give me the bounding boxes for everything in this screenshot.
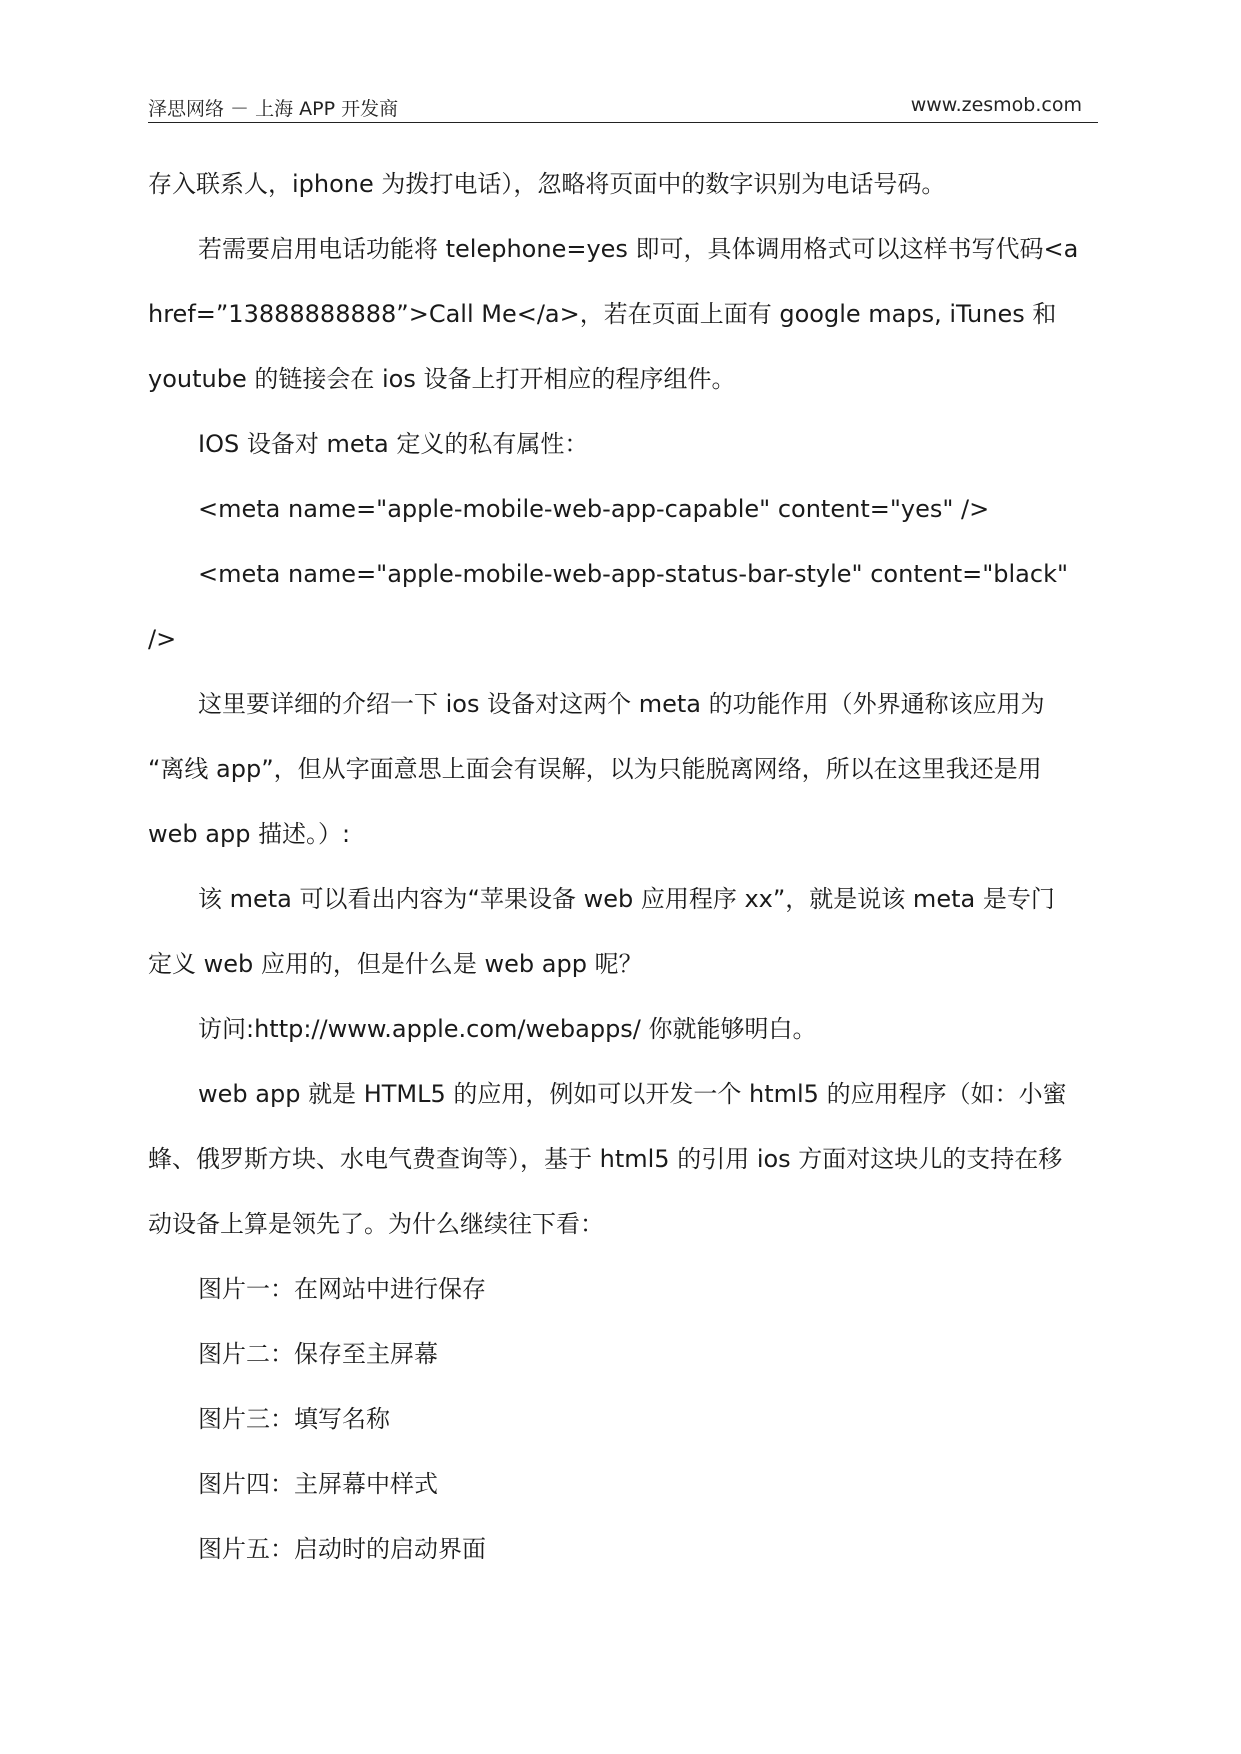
header-website: www.zesmob.com: [910, 94, 1082, 116]
figure-caption: 图片三：填写名称: [198, 1405, 390, 1433]
text-line: youtube 的链接会在 ios 设备上打开相应的程序组件。: [148, 365, 736, 393]
text-line: 该 meta 可以看出内容为“苹果设备 web 应用程序 xx”，就是说该 meta 是专门: [198, 885, 1055, 913]
figure-caption: 图片五：启动时的启动界面: [198, 1535, 486, 1563]
text-line: 若需要启用电话功能将 telephone=yes 即可，具体调用格式可以这样书写代码<a: [198, 235, 1079, 263]
text-line: IOS 设备对 meta 定义的私有属性：: [198, 430, 589, 458]
text-line: 这里要详细的介绍一下 ios 设备对这两个 meta 的功能作用（外界通称该应用为: [198, 690, 1045, 718]
figure-caption: 图片四：主屏幕中样式: [198, 1470, 438, 1498]
text-line: “离线 app”，但从字面意思上面会有误解，以为只能脱离网络，所以在这里我还是用: [148, 755, 1042, 783]
code-line: />: [148, 625, 177, 653]
body-text: [148, 152, 1098, 1582]
text-line: href=”13888888888”>Call Me</a>，若在页面上面有 google maps, iTunes 和: [148, 300, 1057, 328]
text-line: 访问:http://www.apple.com/webapps/ 你就能够明白。: [198, 1015, 817, 1043]
text-line: web app 描述。）:: [148, 820, 351, 848]
text-line: 存入联系人，iphone 为拨打电话），忽略将页面中的数字识别为电话号码。: [148, 170, 946, 198]
figure-caption: 图片一：在网站中进行保存: [198, 1275, 486, 1303]
header-company: 泽思网络 － 上海 APP 开发商: [148, 98, 399, 120]
figure-caption: 图片二：保存至主屏幕: [198, 1340, 438, 1368]
text-line: 定义 web 应用的，但是什么是 web app 呢？: [148, 950, 643, 978]
text-line: 蜂、俄罗斯方块、水电气费查询等），基于 html5 的引用 ios 方面对这块儿的支持在移: [148, 1145, 1063, 1173]
page-header: [148, 92, 1098, 123]
code-line: <meta name="apple-mobile-web-app-status-bar-style" content="black": [198, 560, 1068, 588]
code-line: <meta name="apple-mobile-web-app-capable" content="yes" />: [198, 495, 990, 523]
text-line: 动设备上算是领先了。为什么继续往下看：: [148, 1210, 604, 1238]
text-line: web app 就是 HTML5 的应用，例如可以开发一个 html5 的应用程序（如：小蜜: [198, 1080, 1067, 1108]
